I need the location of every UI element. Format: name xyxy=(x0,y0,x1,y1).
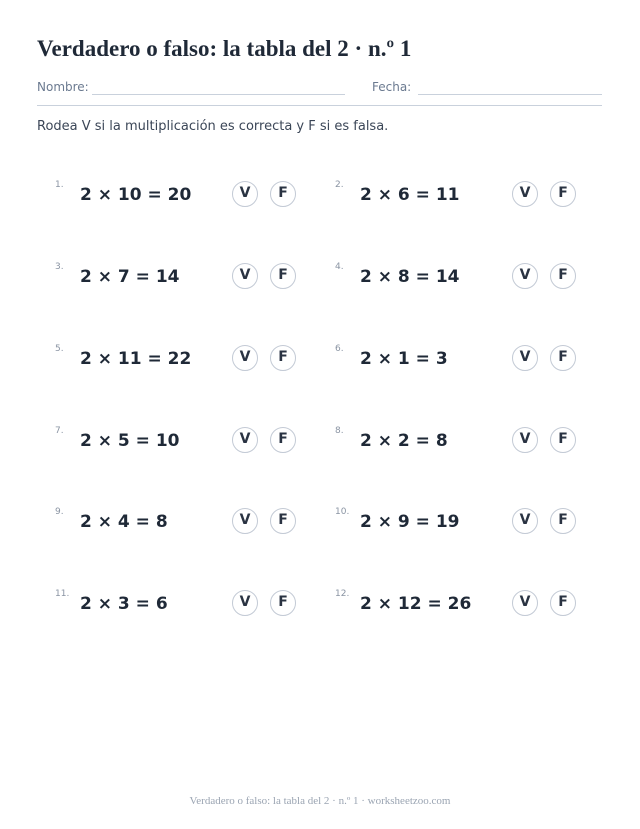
problem-item xyxy=(55,507,305,537)
name-label: Nombre: xyxy=(37,80,89,94)
true-option-circle[interactable]: V xyxy=(512,345,538,371)
problem-item xyxy=(55,262,305,292)
problem-item xyxy=(335,180,585,210)
true-option-circle[interactable]: V xyxy=(512,590,538,616)
problem-expression: 2 × 10 = 20 xyxy=(80,185,192,205)
problem-item xyxy=(55,426,305,456)
instructions: Rodea V si la multiplicación es correcta y F si es falsa. xyxy=(37,119,389,134)
problem-expression: 2 × 4 = 8 xyxy=(80,512,168,532)
problem-number: 3. xyxy=(55,262,64,272)
true-option-circle[interactable]: V xyxy=(232,590,258,616)
problem-number: 4. xyxy=(335,262,344,272)
problem-number: 8. xyxy=(335,426,344,436)
problem-item xyxy=(55,344,305,374)
problem-number: 9. xyxy=(55,507,64,517)
name-field-line[interactable] xyxy=(92,94,345,95)
problem-expression: 2 × 8 = 14 xyxy=(360,267,460,287)
problem-item xyxy=(335,262,585,292)
problem-expression: 2 × 9 = 19 xyxy=(360,512,460,532)
false-option-circle[interactable]: F xyxy=(550,345,576,371)
true-option-circle[interactable]: V xyxy=(232,263,258,289)
date-label: Fecha: xyxy=(372,80,412,94)
worksheet-title: Verdadero o falso: la tabla del 2 · n.º 1 xyxy=(37,36,412,61)
problem-item xyxy=(335,507,585,537)
problem-expression: 2 × 6 = 11 xyxy=(360,185,460,205)
true-option-circle[interactable]: V xyxy=(232,427,258,453)
problem-expression: 2 × 7 = 14 xyxy=(80,267,180,287)
false-option-circle[interactable]: F xyxy=(550,508,576,534)
problem-number: 7. xyxy=(55,426,64,436)
problem-item xyxy=(335,344,585,374)
problem-number: 2. xyxy=(335,180,344,190)
problem-number: 5. xyxy=(55,344,64,354)
problem-expression: 2 × 5 = 10 xyxy=(80,431,180,451)
problem-item xyxy=(55,180,305,210)
problem-expression: 2 × 11 = 22 xyxy=(80,349,192,369)
problem-number: 1. xyxy=(55,180,64,190)
name-date-row xyxy=(37,80,602,96)
problem-number: 11. xyxy=(55,589,70,599)
false-option-circle[interactable]: F xyxy=(270,590,296,616)
problem-expression: 2 × 1 = 3 xyxy=(360,349,448,369)
true-option-circle[interactable]: V xyxy=(512,427,538,453)
problem-expression: 2 × 3 = 6 xyxy=(80,594,168,614)
true-option-circle[interactable]: V xyxy=(512,181,538,207)
problem-expression: 2 × 2 = 8 xyxy=(360,431,448,451)
problem-item xyxy=(335,589,585,619)
false-option-circle[interactable]: F xyxy=(550,590,576,616)
header-divider xyxy=(37,105,602,106)
true-option-circle[interactable]: V xyxy=(512,263,538,289)
true-option-circle[interactable]: V xyxy=(232,508,258,534)
date-field-line[interactable] xyxy=(418,94,602,95)
true-option-circle[interactable]: V xyxy=(232,181,258,207)
false-option-circle[interactable]: F xyxy=(270,345,296,371)
false-option-circle[interactable]: F xyxy=(550,263,576,289)
problem-expression: 2 × 12 = 26 xyxy=(360,594,472,614)
false-option-circle[interactable]: F xyxy=(550,427,576,453)
problem-number: 12. xyxy=(335,589,350,599)
problem-item xyxy=(335,426,585,456)
true-option-circle[interactable]: V xyxy=(512,508,538,534)
footer: Verdadero o falso: la tabla del 2 · n.º 1 · worksheetzoo.com xyxy=(189,795,451,807)
false-option-circle[interactable]: F xyxy=(270,263,296,289)
true-option-circle[interactable]: V xyxy=(232,345,258,371)
false-option-circle[interactable]: F xyxy=(550,181,576,207)
problem-item xyxy=(55,589,305,619)
false-option-circle[interactable]: F xyxy=(270,181,296,207)
problem-number: 6. xyxy=(335,344,344,354)
false-option-circle[interactable]: F xyxy=(270,427,296,453)
false-option-circle[interactable]: F xyxy=(270,508,296,534)
problem-number: 10. xyxy=(335,507,350,517)
